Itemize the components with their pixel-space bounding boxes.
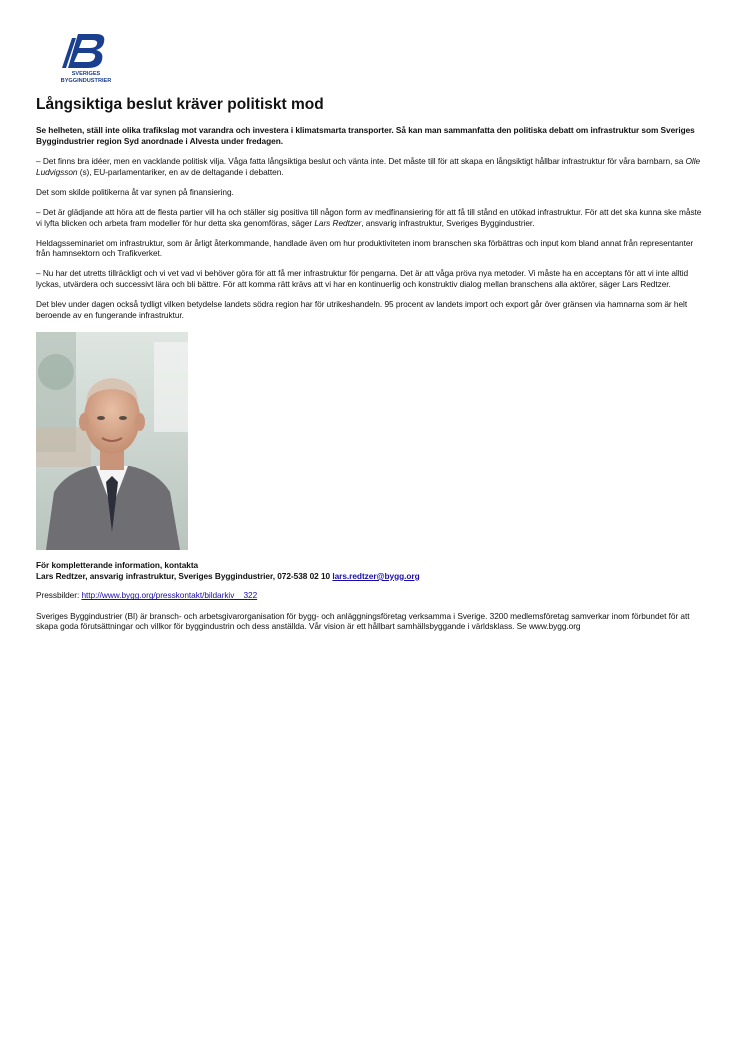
- person-name-lars: Lars Redtzer: [314, 217, 362, 228]
- paragraph-1-text-b: (s), EU-parlamentariker, en av de deltagande i debatten.: [77, 166, 284, 177]
- press-images: [36, 590, 708, 601]
- paragraph-1: [36, 156, 708, 177]
- sveriges-byggindustrier-logo-icon: [52, 32, 120, 84]
- contact-line: Lars Redtzer, ansvarig infrastruktur, Sveriges Byggindustrier, 072-538 02 10: [36, 570, 333, 581]
- boilerplate-paragraph: Sveriges Byggindustrier (BI) är bransch- och arbetsgivarorganisation för bygg- och anläggningsföretag verksamma i Sverige. 3200 medlemsföretag samverkar inom förbundet för att skapa goda förutsättningar och villkor för byggindustrin och dess anställda. Vår vision är ett hållbart samhällsbyggande i världsklass. Se www.bygg.org: [36, 610, 690, 632]
- paragraph-6: Det blev under dagen också tydligt vilken betydelse landets södra region har för utrikeshandeln. 95 procent av landets import och export går över gränsen via hamnarna som är helt beroende av en fungerande infrastruktur.: [36, 299, 688, 320]
- lead-paragraph: Se helheten, ställ inte olika trafikslag mot varandra och investera i klimatsmarta transporter. Så kan man sammanfatta den politiska debatt om infrastruktur som Sveriges Byggindustrier region Syd anordnade i Alvesta under fredagen.: [36, 125, 695, 146]
- contact-block: [36, 560, 708, 581]
- paragraph-4: Heldagsseminariet om infrastruktur, som är årligt återkommande, handlade även om hur produktiviteten inom branschen ska förbättras och input kom bland annat från representanter från hamnsektorn och Trafikverket.: [36, 237, 694, 259]
- press-images-link[interactable]: http://www.bygg.org/presskontakt/bildarkiv__322: [81, 590, 258, 601]
- person-name-olle: Olle Ludvigsson: [36, 156, 701, 177]
- logo-line2: BYGGINDUSTRIER: [60, 78, 112, 84]
- portrait-photo: [36, 332, 188, 550]
- page-title: Långsiktiga beslut kräver politiskt mod: [36, 96, 324, 113]
- contact-email-link[interactable]: lars.redtzer@bygg.org: [332, 570, 420, 581]
- document-page: [36, 32, 708, 641]
- paragraph-3: [36, 207, 708, 228]
- paragraph-3-text-b: , ansvarig infrastruktur, Sveriges Byggindustrier.: [361, 217, 535, 228]
- paragraph-1-text-a: – Det finns bra idéer, men en vacklande politisk vilja. Våga fatta långsiktiga beslut och vänta inte. Det måste till för att skapa en långsiktigt hållbar infrastruktur för våra barnbarn, sa: [36, 156, 686, 167]
- paragraph-2: Det som skilde politikerna åt var synen på finansiering.: [36, 186, 234, 197]
- paragraph-5: – Nu har det utretts tillräckligt och vi vet vad vi behöver göra för att få mer infrastruktur för pengarna. Det är att våga pröva nya metoder. Vi måste ha en acceptans för att vi inte alltid lyckas, utvärdera och successivt lära och bli bättre. För att komma rätt krävs att vi har en kontinuerlig och konstruktiv dialog mellan branschens alla aktörer, säger Lars Redtzer.: [36, 268, 689, 289]
- press-label: Pressbilder:: [36, 590, 82, 601]
- logo-line1: SVERIGES: [71, 71, 101, 77]
- contact-heading: För kompletterande information, kontakta: [36, 560, 199, 571]
- paragraph-3-text-a: – Det är glädjande att höra att de flesta partier vill ha och ställer sig positiva till någon form av medfinansiering för att få till stånd en utökad infrastruktur. För att det ska kunna ske måste vi lyfta blicken och arbeta fram modeller för hur detta ska genomföras, säger: [36, 206, 702, 228]
